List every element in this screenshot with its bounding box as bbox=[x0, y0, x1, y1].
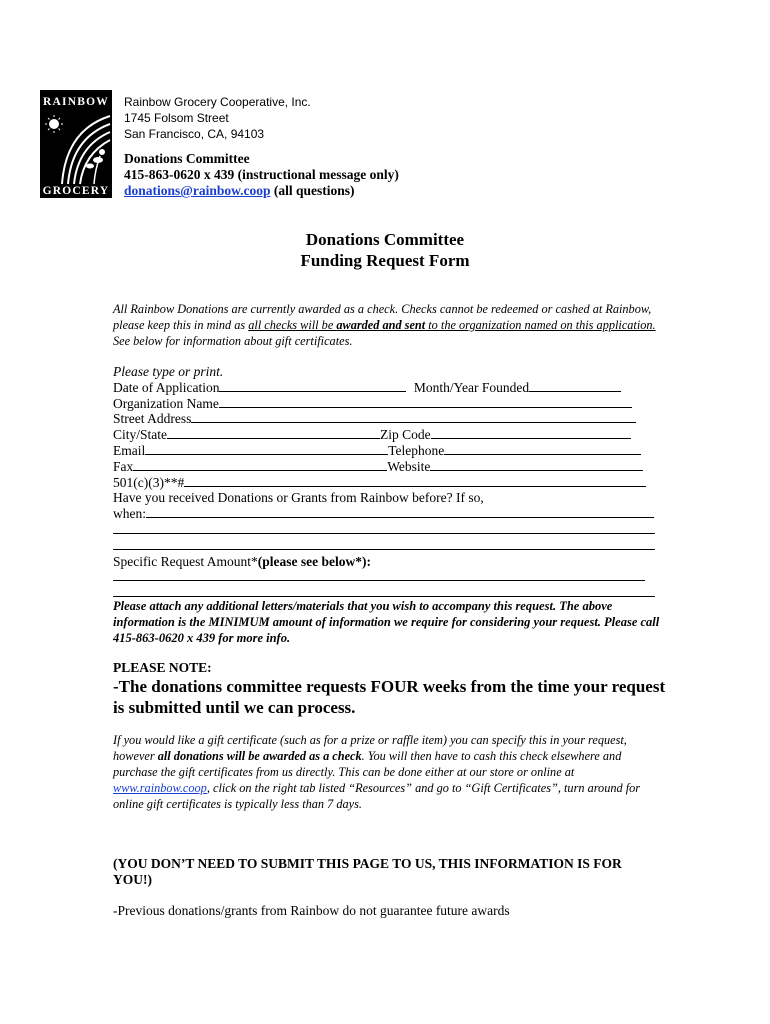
gift-certificate-paragraph bbox=[113, 732, 658, 812]
when-line-2 bbox=[113, 522, 663, 538]
city-field[interactable] bbox=[167, 427, 380, 439]
amount-row bbox=[113, 554, 663, 570]
org-street: 1745 Folsom Street bbox=[124, 111, 229, 125]
month-founded-field[interactable] bbox=[529, 380, 621, 392]
committee-email-link[interactable]: donations@rainbow.coop bbox=[124, 183, 271, 198]
street-label: Street Address bbox=[113, 411, 192, 427]
intro-paragraph bbox=[113, 301, 658, 349]
org-name-label: Organization Name bbox=[113, 395, 219, 411]
gift-text-bold: all donations will be awarded as a check bbox=[157, 749, 362, 763]
telephone-label: Telephone bbox=[388, 442, 445, 458]
when-label: when: bbox=[113, 506, 146, 522]
when-field[interactable] bbox=[146, 506, 654, 518]
when-line-3 bbox=[113, 538, 663, 554]
please-note-label: PLEASE NOTE: bbox=[113, 660, 212, 675]
intro-text-2: See below for information about gift certificates. bbox=[113, 334, 353, 348]
fax-field[interactable] bbox=[133, 459, 387, 471]
organization-address bbox=[124, 94, 311, 142]
committee-name: Donations Committee bbox=[124, 151, 250, 166]
website-link[interactable]: www.rainbow.coop bbox=[113, 781, 207, 795]
amount-field-2[interactable] bbox=[113, 585, 655, 597]
intro-text-1: All Rainbow Donations are currently awarded as a check. Checks cannot be redeemed or cashed at Rainbow, please keep this in mind as bbox=[113, 302, 652, 332]
street-row bbox=[113, 411, 663, 427]
city-zip-row bbox=[113, 427, 663, 443]
tax-id-field[interactable] bbox=[184, 475, 646, 487]
gift-text-2: . You will then have to cash this check elsewhere and purchase the gift certificates from us directly. This can be done either at our store or online at bbox=[113, 749, 622, 779]
form-hint: Please type or print. bbox=[113, 364, 224, 379]
fax-label: Fax bbox=[113, 458, 134, 474]
gift-text-1: If you would like a gift certificate (such as for a prize or raffle item) you can specify this in your request, however bbox=[113, 733, 627, 763]
no-submit-notice: (YOU DON’T NEED TO SUBMIT THIS PAGE TO US, THIS INFORMATION IS FOR YOU!) bbox=[113, 856, 622, 887]
attach-notice: Please attach any additional letters/materials that you wish to accompany this request. The above information is the MINIMUM amount of information we require for considering your request. Please call 415-863-0620 x 439 for more info. bbox=[113, 599, 660, 645]
previous-donations-note: -Previous donations/grants from Rainbow do not guarantee future awards bbox=[113, 903, 510, 918]
rainbow-grocery-logo bbox=[40, 90, 112, 198]
org-name: Rainbow Grocery Cooperative, Inc. bbox=[124, 95, 311, 109]
committee-contact bbox=[124, 151, 399, 199]
logo-bottom-text: GROCERY bbox=[42, 185, 110, 197]
fax-website-row bbox=[113, 459, 663, 475]
form-title-line2: Funding Request Form bbox=[300, 251, 470, 270]
amount-label-bold: (please see below*): bbox=[257, 553, 371, 569]
please-note-text: -The donations committee requests FOUR weeks from the time your request is submitted until we can process. bbox=[113, 677, 666, 717]
intro-underlined-1: all checks will be bbox=[248, 318, 337, 332]
committee-email-note: (all questions) bbox=[270, 183, 355, 198]
email-field[interactable] bbox=[145, 443, 388, 455]
telephone-field[interactable] bbox=[444, 443, 641, 455]
website-label: Website bbox=[387, 458, 431, 474]
zip-label: Zip Code bbox=[380, 427, 431, 443]
amount-label: Specific Request Amount* bbox=[113, 553, 258, 569]
org-name-row bbox=[113, 396, 663, 412]
committee-phone: 415-863-0620 x 439 (instructional message only) bbox=[124, 167, 399, 182]
email-telephone-row bbox=[113, 443, 663, 459]
intro-underlined bbox=[248, 318, 655, 332]
intro-underlined-bold: awarded and sent bbox=[336, 318, 426, 332]
zip-field[interactable] bbox=[431, 427, 631, 439]
committee-email-line bbox=[124, 183, 399, 199]
month-founded-label: Month/Year Founded bbox=[413, 379, 530, 395]
org-city: San Francisco, CA, 94103 bbox=[124, 127, 265, 141]
prior-question: Have you received Donations or Grants from Rainbow before? If so, bbox=[113, 490, 484, 506]
gift-text-3: , click on the right tab listed “Resources” and go to “Gift Certificates”, turn around for online gift certificates is typically less than 7 days. bbox=[113, 781, 641, 811]
intro-underlined-2: to the organization named on this application. bbox=[425, 318, 656, 332]
date-month-row bbox=[113, 380, 663, 396]
logo-top-text: RAINBOW bbox=[43, 96, 109, 108]
when-row bbox=[113, 506, 663, 522]
request-form bbox=[113, 364, 663, 601]
when-field-3[interactable] bbox=[113, 538, 655, 550]
date-field[interactable] bbox=[219, 380, 406, 392]
form-title-line1: Donations Committee bbox=[305, 230, 465, 249]
org-name-field[interactable] bbox=[219, 396, 632, 408]
when-field-2[interactable] bbox=[113, 522, 655, 534]
tax-id-row bbox=[113, 475, 663, 491]
date-label: Date of Application bbox=[113, 379, 220, 395]
city-label: City/State bbox=[113, 427, 167, 443]
form-title bbox=[0, 229, 770, 271]
email-label: Email bbox=[113, 442, 146, 458]
amount-line-1 bbox=[113, 569, 663, 585]
street-field[interactable] bbox=[191, 411, 636, 423]
website-field[interactable] bbox=[430, 459, 643, 471]
amount-field-1[interactable] bbox=[113, 569, 645, 581]
tax-id-label: 501(c)(3)**# bbox=[113, 474, 185, 490]
